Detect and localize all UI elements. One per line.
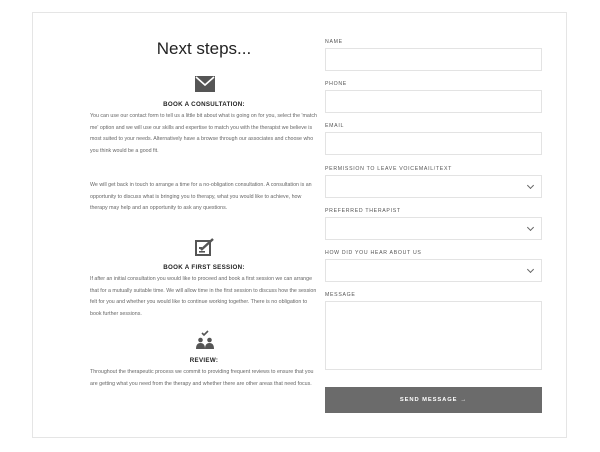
section-title-first-session: BOOK A FIRST SESSION: <box>163 264 245 271</box>
envelope-icon <box>195 76 215 92</box>
phone-input[interactable] <box>325 90 542 113</box>
message-textarea[interactable] <box>325 301 542 370</box>
send-message-button[interactable] <box>325 387 542 413</box>
review-paragraph: Throughout the therapeutic process we commit to providing frequent reviews to ensure that you are getting what you need from the therapy and whether there are other areas that need focus. <box>90 369 314 387</box>
name-label: NAME <box>325 39 343 45</box>
email-input[interactable] <box>325 132 542 155</box>
first-session-paragraph: If after an initial consultation you would like to proceed and book a first session we can arrange that for a mutually suitable time. We will allow time in the first session to discuss how the session felt for you and whether you would like to continue working together. There is no obligation to book further sessions. <box>90 276 317 317</box>
arrow-right-icon: → <box>460 397 468 403</box>
therapist-select[interactable] <box>325 217 542 240</box>
chevron-down-icon <box>527 181 534 188</box>
people-check-icon <box>195 330 215 350</box>
page-title: Next steps... <box>156 39 252 58</box>
message-label: MESSAGE <box>325 292 356 298</box>
chevron-down-icon <box>527 265 534 272</box>
hear-about-select[interactable] <box>325 259 542 282</box>
hear-about-label: HOW DID YOU HEAR ABOUT US <box>325 250 422 256</box>
chevron-down-icon <box>527 223 534 230</box>
therapist-label: PREFERRED THERAPIST <box>325 208 401 214</box>
email-label: EMAIL <box>325 123 345 129</box>
edit-icon <box>195 238 215 256</box>
name-input[interactable] <box>325 48 542 71</box>
consultation-paragraph-1: You can use our contact form to tell us a little bit about what is going on for you, select the 'match me' option and we will use our skills and expertise to match you with the therapist we believe is most suited to your needs. Alternatively have a browse through our associates and choose who you think would be a good fit. <box>90 113 317 154</box>
send-message-label: SEND MESSAGE <box>399 397 458 403</box>
voicemail-label: PERMISSION TO LEAVE VOICEMAIL/TEXT <box>325 166 452 172</box>
phone-label: PHONE <box>325 81 347 87</box>
voicemail-select[interactable] <box>325 175 542 198</box>
consultation-paragraph-2: We will get back in touch to arrange a time for a no-obligation consultation. A consultation is an opportunity to discuss what is bringing you to therapy, what you would like to achieve, how therapy may help and an opportunity to ask any questions. <box>90 182 312 211</box>
section-title-review: REVIEW: <box>189 357 219 364</box>
section-title-consultation: BOOK A CONSULTATION: <box>163 101 245 108</box>
